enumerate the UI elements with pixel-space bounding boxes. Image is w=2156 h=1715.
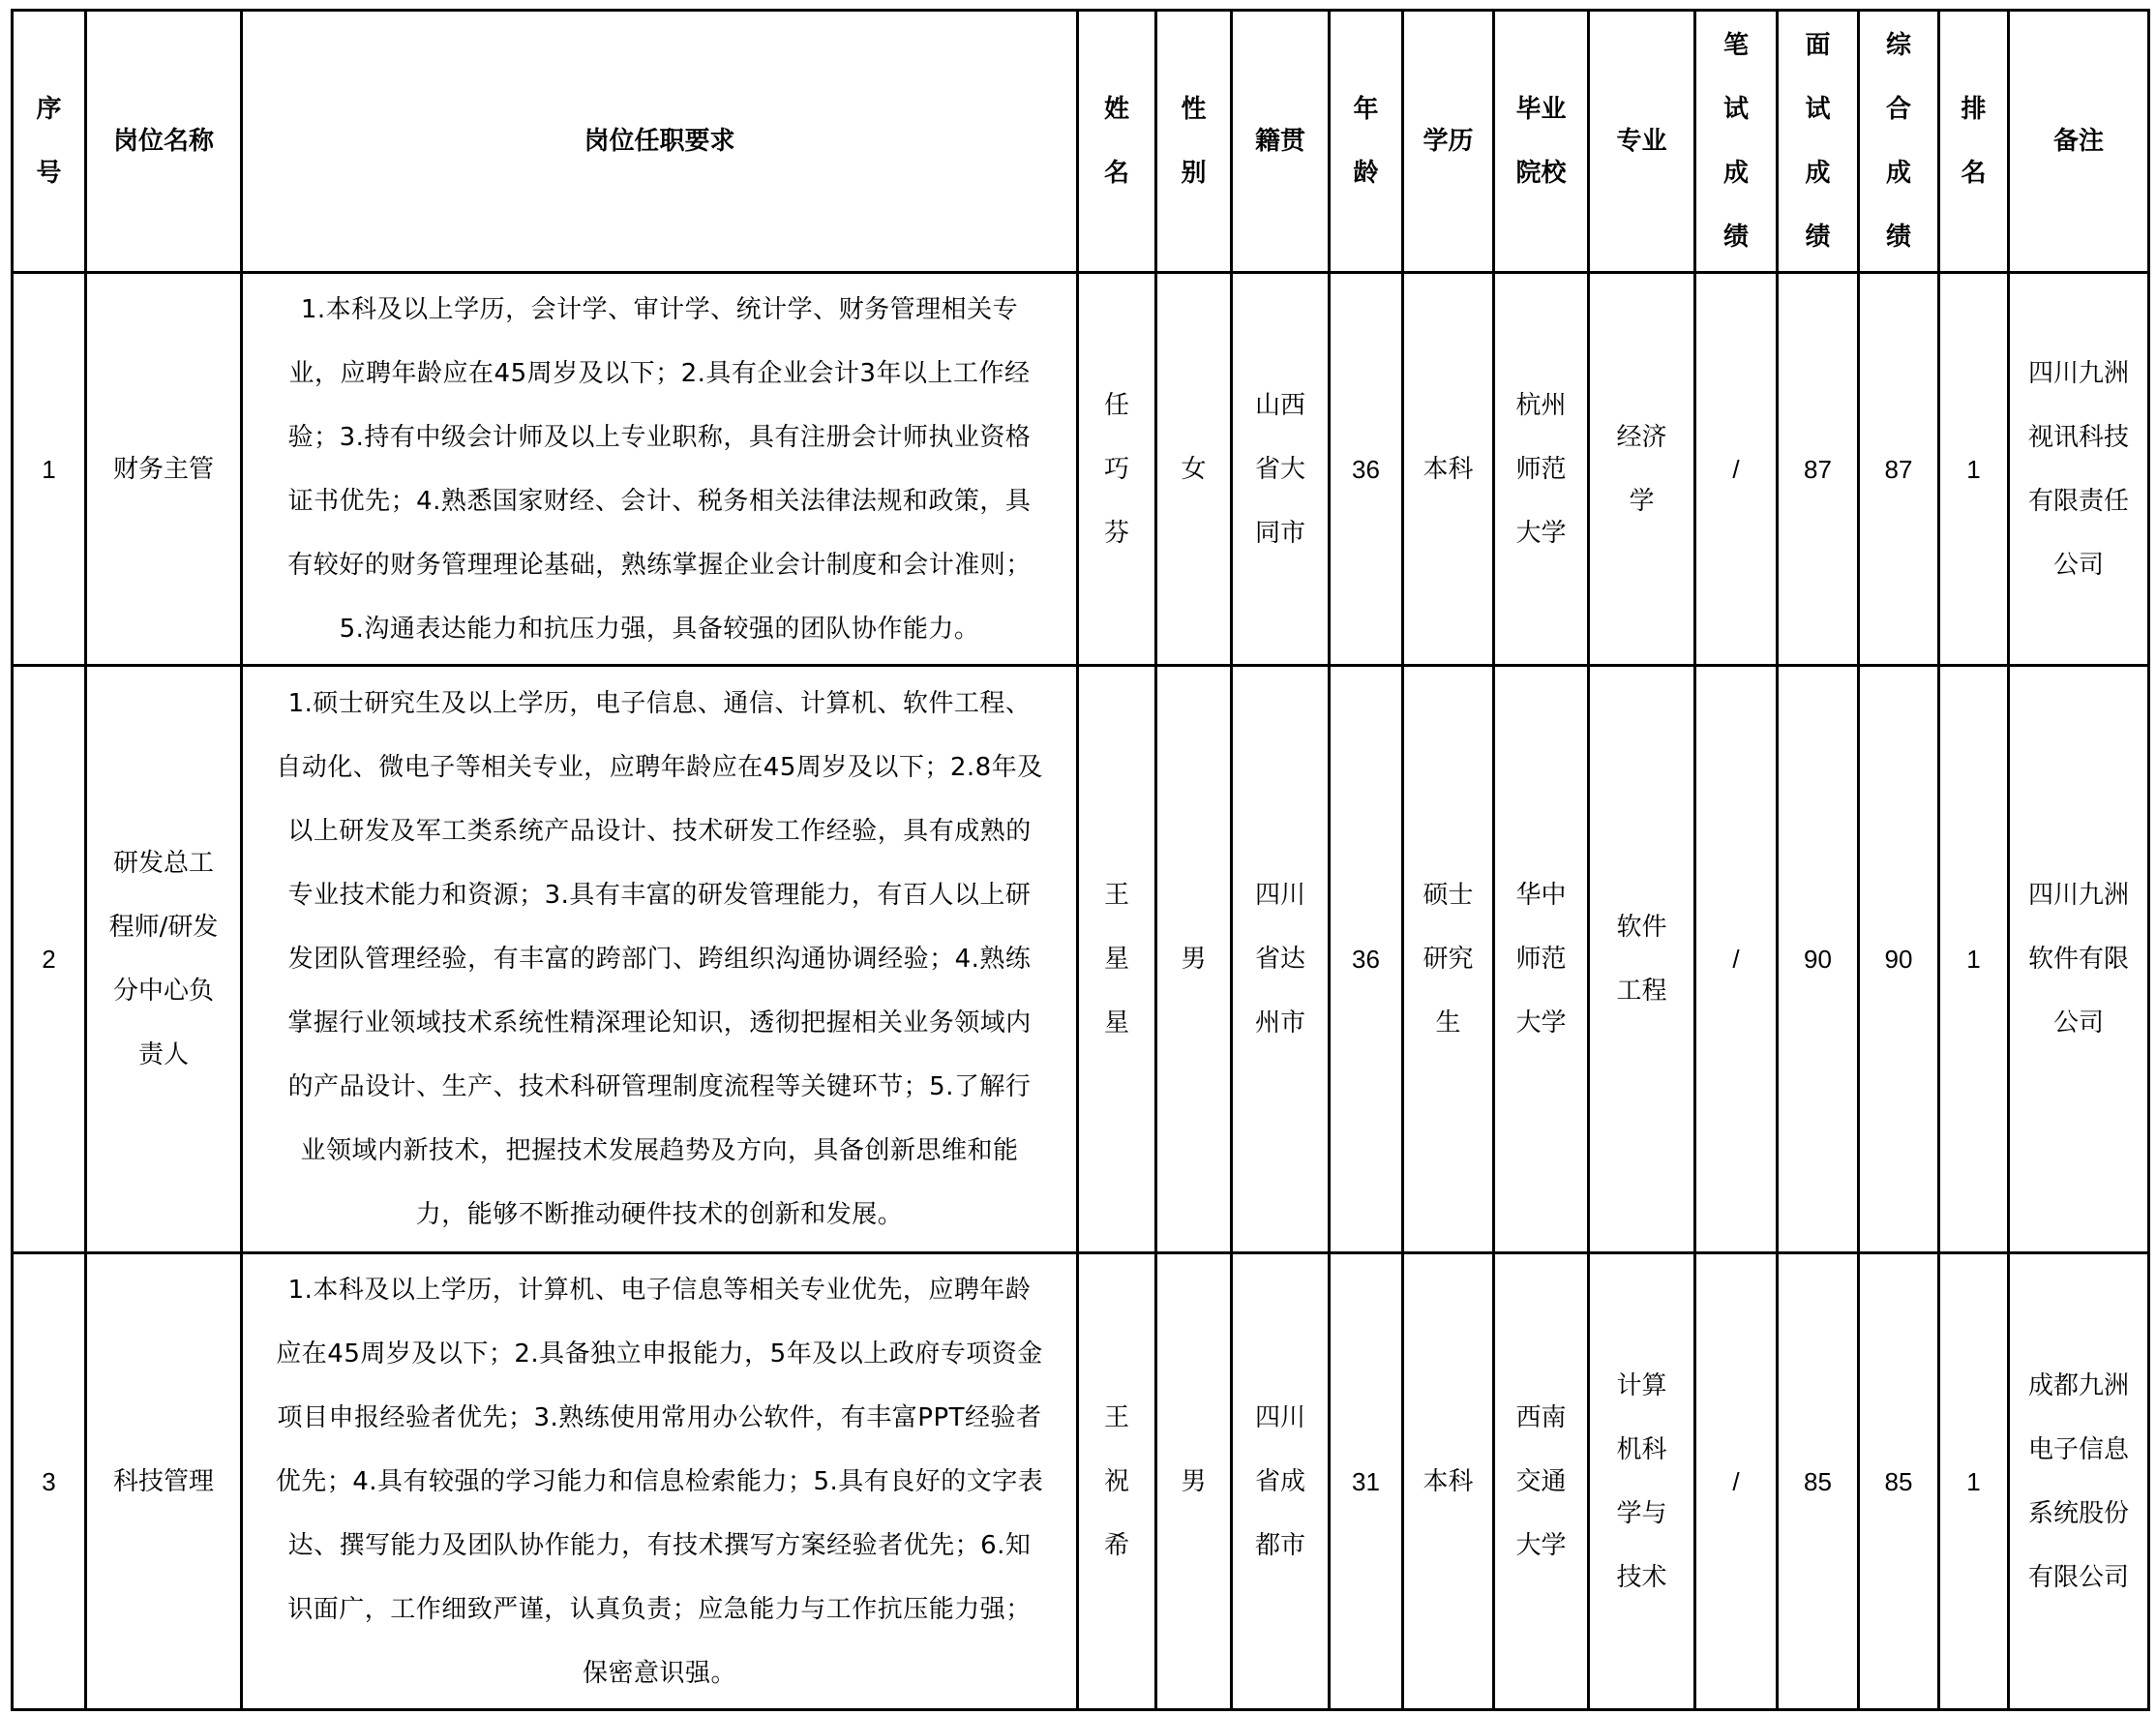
header-major xyxy=(1589,11,1695,273)
cell-text-line: 省成 xyxy=(1254,1466,1305,1496)
cell-text-line: 生 xyxy=(1435,1008,1461,1038)
recruitment-results-table xyxy=(11,9,2150,1711)
cell-text-line: 验；3.持有中级会计师及以上专业职称，具有注册会计师执业资格 xyxy=(287,422,1032,452)
cell-text-line: 学 xyxy=(1629,486,1655,516)
cell-requirements xyxy=(242,273,1078,666)
cell-text-line: 科技管理 xyxy=(112,1466,214,1496)
header-age xyxy=(1330,11,1403,273)
cell-position xyxy=(86,666,242,1253)
cell-remarks xyxy=(2009,1253,2149,1710)
cell-text-line: 专业 xyxy=(1616,127,1667,156)
cell-requirements xyxy=(242,1253,1078,1710)
cell-text-line: 综 xyxy=(1885,31,1911,60)
cell-index: 3 xyxy=(13,1253,86,1710)
cell-text-line: 四川九洲 xyxy=(2027,358,2129,388)
cell-text-line: 四川 xyxy=(1254,881,1305,910)
cell-text-line: 试 xyxy=(1805,95,1831,124)
cell-rank: 1 xyxy=(1939,666,2009,1253)
cell-text-line: 山西 xyxy=(1254,390,1305,420)
cell-text-line: 技术 xyxy=(1616,1562,1667,1592)
cell-written-score: / xyxy=(1695,273,1778,666)
header-gender xyxy=(1156,11,1232,273)
cell-text-line: 星 xyxy=(1103,945,1129,974)
cell-written-score: / xyxy=(1695,1253,1778,1710)
cell-text-line: 性 xyxy=(1181,95,1207,124)
cell-text-line: 别 xyxy=(1181,159,1207,188)
cell-text-line: 的产品设计、生产、技术科研管理制度流程等关键环节；5.了解行 xyxy=(287,1072,1032,1101)
cell-text-line: 希 xyxy=(1103,1530,1129,1560)
cell-written-score: / xyxy=(1695,666,1778,1253)
cell-text-line: 学与 xyxy=(1616,1498,1667,1528)
cell-text-line: 大学 xyxy=(1515,1530,1567,1560)
header-row xyxy=(13,11,2149,273)
cell-interview-score: 87 xyxy=(1778,273,1859,666)
cell-text-line: 1.本科及以上学历，计算机、电子信息等相关专业优先，应聘年龄 xyxy=(287,1275,1032,1305)
cell-school xyxy=(1494,273,1589,666)
cell-name xyxy=(1078,273,1156,666)
cell-text-line: 电子信息 xyxy=(2027,1434,2129,1464)
cell-text-line: 院校 xyxy=(1515,159,1567,188)
cell-text-line: 试 xyxy=(1722,95,1749,124)
cell-gender: 男 xyxy=(1156,666,1232,1253)
cell-text-line: 岗位名称 xyxy=(112,127,214,156)
cell-text-line: 任 xyxy=(1103,390,1129,420)
cell-text-line: 排 xyxy=(1961,95,1987,124)
cell-text-line: 应在45周岁及以下；2.具备独立申报能力，5年及以上政府专项资金 xyxy=(276,1339,1043,1369)
cell-total-score: 85 xyxy=(1859,1253,1939,1710)
header-interview-score xyxy=(1778,11,1859,273)
cell-age: 36 xyxy=(1330,666,1403,1253)
cell-remarks xyxy=(2009,273,2149,666)
cell-text-line: 程师/研发 xyxy=(108,913,219,942)
cell-age: 36 xyxy=(1330,273,1403,666)
cell-gender: 男 xyxy=(1156,1253,1232,1710)
cell-text-line: 系统股份 xyxy=(2027,1498,2129,1528)
cell-school xyxy=(1494,666,1589,1253)
cell-text-line: 成 xyxy=(1722,159,1749,188)
cell-name xyxy=(1078,666,1156,1253)
cell-remarks xyxy=(2009,666,2149,1253)
cell-gender: 女 xyxy=(1156,273,1232,666)
header-school xyxy=(1494,11,1589,273)
cell-name xyxy=(1078,1253,1156,1710)
cell-text-line: 绩 xyxy=(1885,223,1911,252)
cell-text-line: 证书优先；4.熟悉国家财经、会计、税务相关法律法规和政策，具 xyxy=(287,486,1032,516)
cell-text-line: 序 xyxy=(36,95,62,124)
cell-education xyxy=(1403,666,1494,1253)
cell-text-line: 面 xyxy=(1805,31,1831,60)
cell-text-line: 掌握行业领域技术系统性精深理论知识，透彻把握相关业务领域内 xyxy=(287,1008,1032,1038)
cell-text-line: 以上研发及军工类系统产品设计、技术研发工作经验，具有成熟的 xyxy=(287,817,1032,846)
cell-text-line: 自动化、微电子等相关专业，应聘年龄应在45周岁及以下；2.8年及 xyxy=(276,753,1043,782)
cell-text-line: 都市 xyxy=(1254,1530,1305,1560)
cell-rank: 1 xyxy=(1939,1253,2009,1710)
cell-text-line: 软件 xyxy=(1616,913,1667,942)
cell-index: 2 xyxy=(13,666,86,1253)
cell-text-line: 专业技术能力和资源；3.具有丰富的研发管理能力，有百人以上研 xyxy=(287,881,1032,910)
cell-text-line: 分中心负 xyxy=(112,977,214,1006)
cell-text-line: 公司 xyxy=(2052,550,2104,580)
table-row xyxy=(13,273,2149,666)
cell-text-line: 本科 xyxy=(1422,454,1474,484)
cell-text-line: 达、撰写能力及团队协作能力，有技术撰写方案经验者优先；6.知 xyxy=(287,1530,1032,1560)
cell-text-line: 1.本科及以上学历，会计学、审计学、统计学、财务管理相关专 xyxy=(300,294,1019,324)
header-education xyxy=(1403,11,1494,273)
cell-index: 1 xyxy=(13,273,86,666)
cell-text-line: 笔 xyxy=(1722,31,1749,60)
header-position xyxy=(86,11,242,273)
cell-text-line: 四川九洲 xyxy=(2027,881,2129,910)
cell-text-line: 本科 xyxy=(1422,1466,1474,1496)
cell-text-line: 名 xyxy=(1961,159,1987,188)
cell-text-line: 有限责任 xyxy=(2027,486,2129,516)
cell-text-line: 大学 xyxy=(1515,1008,1567,1038)
cell-school xyxy=(1494,1253,1589,1710)
cell-text-line: 交通 xyxy=(1515,1466,1567,1496)
cell-text-line: 星 xyxy=(1103,1008,1129,1038)
cell-text-line: 软件有限 xyxy=(2027,945,2129,974)
cell-text-line: 姓 xyxy=(1103,95,1129,124)
cell-text-line: 合 xyxy=(1885,95,1911,124)
header-origin xyxy=(1232,11,1330,273)
cell-text-line: 成 xyxy=(1885,159,1911,188)
cell-text-line: 备注 xyxy=(2052,127,2104,156)
cell-text-line: 有较好的财务管理理论基础，熟练掌握企业会计制度和会计准则； xyxy=(287,550,1032,580)
cell-text-line: 同市 xyxy=(1254,518,1305,548)
cell-text-line: 成 xyxy=(1805,159,1831,188)
cell-text-line: 籍贯 xyxy=(1254,127,1305,156)
cell-text-line: 项目申报经验者优先；3.熟练使用常用办公软件，有丰富PPT经验者 xyxy=(277,1402,1042,1432)
cell-origin xyxy=(1232,273,1330,666)
header-index xyxy=(13,11,86,273)
cell-text-line: 机科 xyxy=(1616,1434,1667,1464)
cell-text-line: 芬 xyxy=(1103,518,1129,548)
cell-total-score: 90 xyxy=(1859,666,1939,1253)
cell-text-line: 杭州 xyxy=(1515,390,1567,420)
cell-text-line: 号 xyxy=(36,159,62,188)
cell-text-line: 龄 xyxy=(1353,159,1379,188)
cell-position xyxy=(86,273,242,666)
table-row xyxy=(13,1253,2149,1710)
cell-origin xyxy=(1232,1253,1330,1710)
cell-text-line: 州市 xyxy=(1254,1008,1305,1038)
cell-text-line: 计算 xyxy=(1616,1370,1667,1400)
cell-education xyxy=(1403,273,1494,666)
cell-major xyxy=(1589,1253,1695,1710)
cell-text-line: 有限公司 xyxy=(2027,1562,2129,1592)
cell-text-line: 祝 xyxy=(1103,1466,1129,1496)
cell-text-line: 业领域内新技术，把握技术发展趋势及方向，具备创新思维和能 xyxy=(300,1136,1019,1165)
header-remarks xyxy=(2009,11,2149,273)
cell-text-line: 华中 xyxy=(1515,881,1567,910)
cell-text-line: 研发总工 xyxy=(112,849,214,878)
cell-text-line: 5.沟通表达能力和抗压力强，具备较强的团队协作能力。 xyxy=(339,614,980,644)
cell-text-line: 省达 xyxy=(1254,945,1305,974)
cell-text-line: 西南 xyxy=(1515,1402,1567,1432)
cell-text-line: 发团队管理经验，有丰富的跨部门、跨组织沟通协调经验；4.熟练 xyxy=(287,945,1032,974)
cell-text-line: 研究 xyxy=(1422,945,1474,974)
cell-requirements xyxy=(242,666,1078,1253)
cell-education xyxy=(1403,1253,1494,1710)
cell-text-line: 业，应聘年龄应在45周岁及以下；2.具有企业会计3年以上工作经 xyxy=(288,358,1031,388)
cell-text-line: 经济 xyxy=(1616,422,1667,452)
cell-text-line: 师范 xyxy=(1515,454,1567,484)
cell-text-line: 毕业 xyxy=(1515,95,1567,124)
cell-text-line: 绩 xyxy=(1722,223,1749,252)
header-name xyxy=(1078,11,1156,273)
header-requirements xyxy=(242,11,1078,273)
cell-text-line: 工程 xyxy=(1616,977,1667,1006)
cell-text-line: 名 xyxy=(1103,159,1129,188)
cell-rank: 1 xyxy=(1939,273,2009,666)
cell-text-line: 巧 xyxy=(1103,454,1129,484)
cell-text-line: 绩 xyxy=(1805,223,1831,252)
cell-interview-score: 85 xyxy=(1778,1253,1859,1710)
cell-text-line: 保密意识强。 xyxy=(582,1658,736,1688)
header-total-score xyxy=(1859,11,1939,273)
cell-text-line: 责人 xyxy=(137,1040,189,1069)
cell-text-line: 学历 xyxy=(1422,127,1474,156)
cell-text-line: 岗位任职要求 xyxy=(584,127,735,156)
cell-text-line: 王 xyxy=(1103,1402,1129,1432)
cell-total-score: 87 xyxy=(1859,273,1939,666)
cell-text-line: 硕士 xyxy=(1422,881,1474,910)
cell-text-line: 大学 xyxy=(1515,518,1567,548)
cell-text-line: 1.硕士研究生及以上学历，电子信息、通信、计算机、软件工程、 xyxy=(287,689,1032,718)
cell-text-line: 省大 xyxy=(1254,454,1305,484)
cell-text-line: 识面广，工作细致严谨，认真负责；应急能力与工作抗压能力强； xyxy=(287,1594,1032,1624)
cell-position xyxy=(86,1253,242,1710)
header-written-score xyxy=(1695,11,1778,273)
header-rank xyxy=(1939,11,2009,273)
cell-text-line: 力，能够不断推动硬件技术的创新和发展。 xyxy=(415,1200,904,1229)
cell-interview-score: 90 xyxy=(1778,666,1859,1253)
cell-age: 31 xyxy=(1330,1253,1403,1710)
table-row xyxy=(13,666,2149,1253)
cell-text-line: 成都九洲 xyxy=(2027,1370,2129,1400)
cell-text-line: 财务主管 xyxy=(112,454,214,484)
cell-text-line: 师范 xyxy=(1515,945,1567,974)
cell-text-line: 优先；4.具有较强的学习能力和信息检索能力；5.具有良好的文字表 xyxy=(275,1466,1044,1496)
cell-major xyxy=(1589,273,1695,666)
cell-origin xyxy=(1232,666,1330,1253)
cell-text-line: 视讯科技 xyxy=(2027,422,2129,452)
cell-text-line: 公司 xyxy=(2052,1008,2104,1038)
cell-major xyxy=(1589,666,1695,1253)
cell-text-line: 王 xyxy=(1103,881,1129,910)
cell-text-line: 四川 xyxy=(1254,1402,1305,1432)
cell-text-line: 年 xyxy=(1353,95,1379,124)
